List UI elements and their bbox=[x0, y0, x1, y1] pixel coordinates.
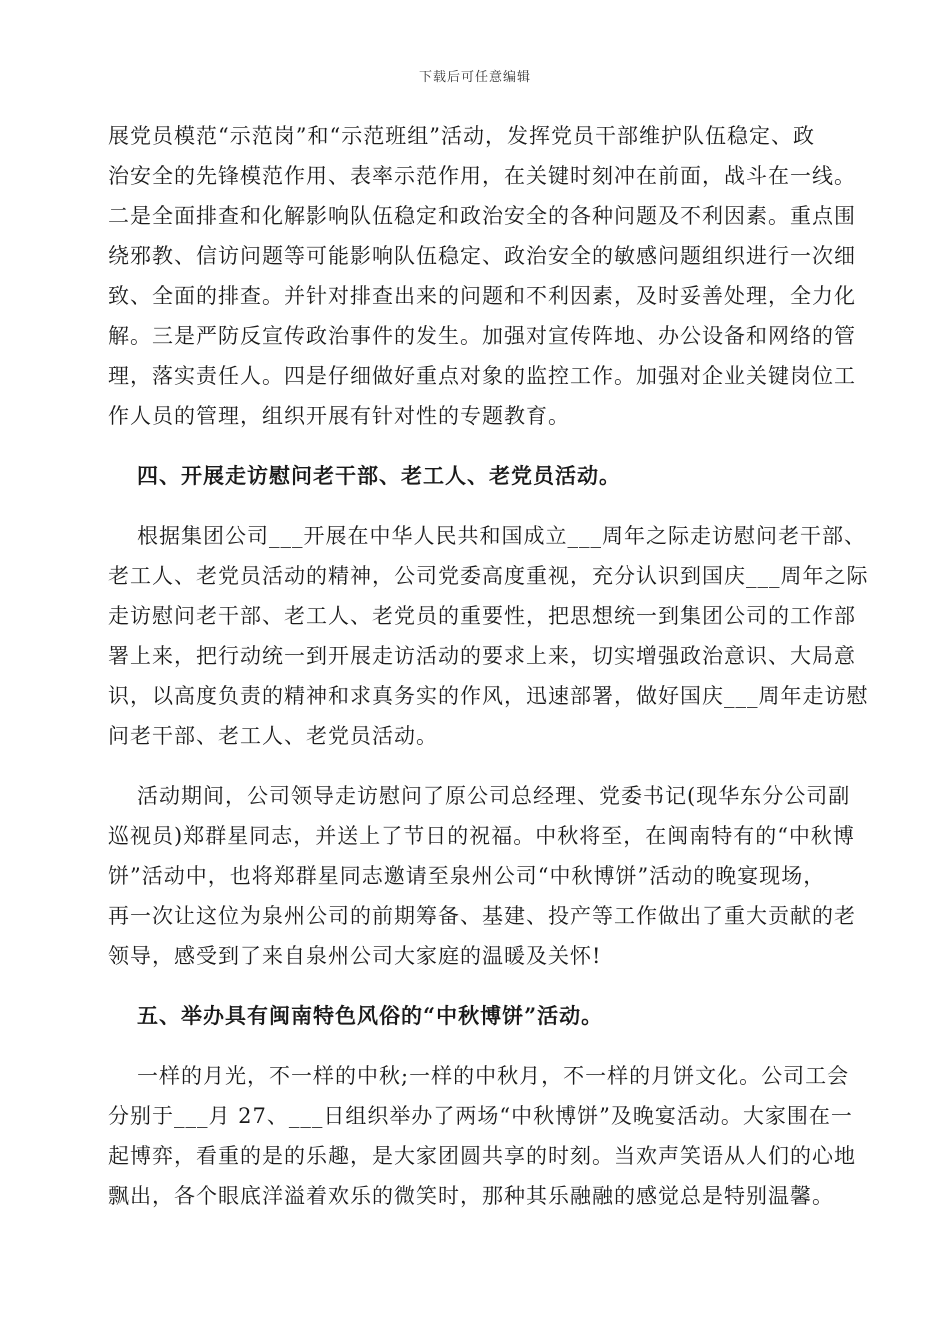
text-line: 展党员模范“示范岗”和“示范班组”活动，发挥党员干部维护队伍稳定、政 bbox=[108, 124, 815, 148]
text-line: 治安全的先锋模范作用、表率示范作用，在关键时刻冲在前面，战斗在一线。 bbox=[108, 164, 856, 188]
text-line: 再一次让这位为泉州公司的前期筹备、基建、投产等工作做出了重大贡献的老 bbox=[108, 904, 856, 928]
text-line: 根据集团公司___开展在中华人民共和国成立___周年之际走访慰问老干部、 bbox=[137, 524, 866, 548]
paragraph bbox=[108, 776, 856, 976]
text-line: 作人员的管理，组织开展有针对性的专题教育。 bbox=[108, 404, 570, 428]
spacer bbox=[108, 756, 848, 776]
section-heading-4: 四、开展走访慰问老干部、老工人、老党员活动。 bbox=[137, 463, 621, 488]
document-body bbox=[108, 116, 869, 1216]
text-line: 活动期间，公司领导走访慰问了原公司总经理、党委书记(现华东分公司副 bbox=[137, 784, 851, 808]
text-line: 问老干部、老工人、老党员活动。 bbox=[108, 724, 438, 748]
text-line: 理，落实责任人。四是仔细做好重点对象的监控工作。加强对企业关键岗位工 bbox=[108, 364, 856, 388]
text-line: 老工人、老党员活动的精神，公司党委高度重视，充分认识到国庆___周年之际 bbox=[108, 564, 869, 588]
text-line: 巡视员)郑群星同志，并送上了节日的祝福。中秋将至，在闽南特有的“中秋博 bbox=[108, 824, 855, 848]
text-line: 飘出，各个眼底洋溢着欢乐的微笑时，那种其乐融融的感觉总是特别温馨。 bbox=[108, 1184, 834, 1208]
paragraph-continued bbox=[108, 116, 856, 436]
text-line: 饼”活动中，也将郑群星同志邀请至泉州公司“中秋博饼”活动的晚宴现场， bbox=[108, 864, 826, 888]
text-line: 解。三是严防反宣传政治事件的发生。加强对宣传阵地、办公设备和网络的管 bbox=[108, 324, 856, 348]
text-line: 一样的月光，不一样的中秋;一样的中秋月，不一样的月饼文化。公司工会 bbox=[137, 1064, 850, 1088]
page-header: 下载后可任意编辑 bbox=[418, 70, 531, 85]
spacer bbox=[108, 436, 848, 456]
text-line: 署上来，把行动统一到开展走访活动的要求上来，切实增强政治意识、大局意 bbox=[108, 644, 856, 668]
text-line: 分别于___月 27、___日组织举办了两场“中秋博饼”及晚宴活动。大家围在一 bbox=[108, 1104, 853, 1128]
text-line: 致、全面的排查。并针对排查出来的问题和不利因素，及时妥善处理，全力化 bbox=[108, 284, 856, 308]
text-line: 绕邪教、信访问题等可能影响队伍稳定、政治安全的敏感问题组织进行一次细 bbox=[108, 244, 856, 268]
text-line: 起博弈，看重的是的乐趣，是大家团圆共享的时刻。当欢声笑语从人们的心地 bbox=[108, 1144, 856, 1168]
text-line: 走访慰问老干部、老工人、老党员的重要性，把思想统一到集团公司的工作部 bbox=[108, 604, 856, 628]
spacer bbox=[108, 976, 848, 996]
text-line: 二是全面排查和化解影响队伍稳定和政治安全的各种问题及不利因素。重点围 bbox=[108, 204, 856, 228]
text-line: 识，以高度负责的精神和求真务实的作风，迅速部署，做好国庆___周年走访慰 bbox=[108, 684, 869, 708]
text-line: 领导，感受到了来自泉州公司大家庭的温暖及关怀! bbox=[108, 944, 602, 968]
paragraph bbox=[108, 1056, 856, 1216]
section-heading-5: 五、举办具有闽南特色风俗的“中秋博饼”活动。 bbox=[137, 1003, 604, 1028]
spacer bbox=[108, 496, 848, 516]
spacer bbox=[108, 1036, 848, 1056]
paragraph bbox=[108, 516, 869, 756]
